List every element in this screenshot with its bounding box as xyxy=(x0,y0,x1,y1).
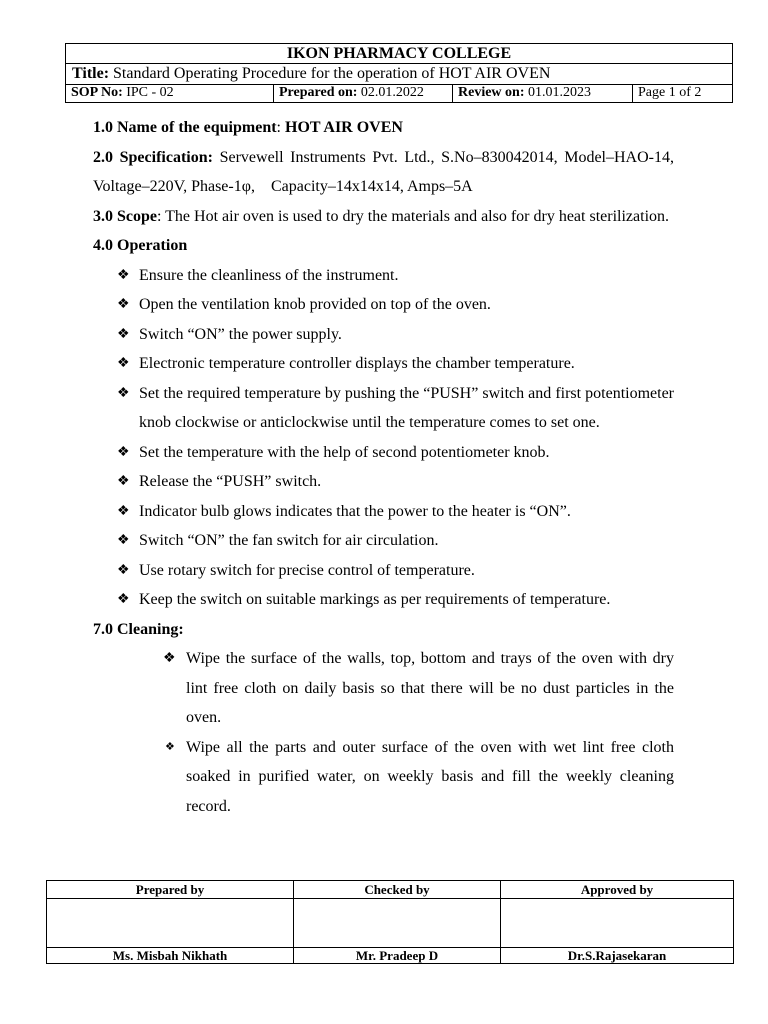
approved-signature-cell xyxy=(501,899,734,948)
cleaning-title: 7.0 Cleaning: xyxy=(93,620,184,638)
checked-signature-cell xyxy=(294,899,501,948)
equipment-section xyxy=(93,113,674,143)
diamond-bullet-icon: ❖ xyxy=(117,592,130,607)
scope-value: : The Hot air oven is used to dry the materials and also for dry heat sterilization. xyxy=(157,207,670,225)
sop-meta-row xyxy=(66,85,732,102)
prepared-by-header: Prepared by xyxy=(47,881,294,899)
prepared-by-name: Ms. Misbah Nikhath xyxy=(47,948,294,964)
equipment-label: 1.0 Name of the equipment xyxy=(93,119,277,136)
list-item: ❖ Release the “PUSH” switch. xyxy=(93,467,674,497)
equipment-sep: : xyxy=(276,119,281,136)
list-item: ❖ Open the ventilation knob provided on top of the oven. xyxy=(93,290,674,320)
list-item: ❖ Use rotary switch for precise control of temperature. xyxy=(93,556,674,586)
operation-title: 4.0 Operation xyxy=(93,237,188,254)
specification-value: Servewell Instruments Pvt. Ltd., S.No–830042014, Model–HAO-14, Voltage–220V, Phase-1φ, Capacity–14x14x14, Amps–5A xyxy=(93,148,674,195)
review-on-label: Review on: xyxy=(458,85,525,100)
checked-by-header: Checked by xyxy=(294,881,501,899)
prepared-on-value: 02.01.2022 xyxy=(360,85,424,100)
sop-title xyxy=(66,64,732,85)
list-item: ❖ Keep the switch on suitable markings as per requirements of temperature. xyxy=(93,585,674,615)
diamond-bullet-icon: ❖ xyxy=(117,356,130,371)
approved-by-header: Approved by xyxy=(501,881,734,899)
diamond-bullet-icon: ❖ xyxy=(117,562,130,578)
signature-table xyxy=(46,880,734,964)
approved-by-name: Dr.S.Rajasekaran xyxy=(501,948,734,964)
diamond-bullet-icon: ❖ xyxy=(117,326,130,342)
review-on xyxy=(453,85,633,102)
diamond-bullet-icon: ❖ xyxy=(117,533,130,548)
diamond-bullet-icon: ❖ xyxy=(163,651,176,666)
list-item: ❖ Set the temperature with the help of second potentiometer knob. xyxy=(93,438,674,468)
title-value: Standard Operating Procedure for the operation of HOT AIR OVEN xyxy=(113,65,551,82)
operation-steps xyxy=(93,261,674,615)
prepared-on-label: Prepared on: xyxy=(279,85,358,100)
list-item: ❖ Ensure the cleanliness of the instrument. xyxy=(93,261,674,291)
diamond-bullet-icon: ❖ xyxy=(117,444,130,460)
sop-number-value: IPC - 02 xyxy=(126,85,174,100)
list-item: ❖ Switch “ON” the power supply. xyxy=(93,320,674,350)
list-item: ❖ Wipe the surface of the walls, top, bottom and trays of the oven with dry lint free cloth on daily basis so that there will be no dust particles in the oven. xyxy=(93,644,674,733)
prepared-on xyxy=(274,85,453,102)
scope-section xyxy=(93,202,674,232)
prepared-signature-cell xyxy=(47,899,294,948)
diamond-bullet-icon: ❖ xyxy=(117,267,130,283)
document-header xyxy=(65,43,733,103)
list-item: ❖ Electronic temperature controller displays the chamber temperature. xyxy=(93,349,674,379)
equipment-value: HOT AIR OVEN xyxy=(285,119,403,136)
college-name: IKON PHARMACY COLLEGE xyxy=(66,44,732,64)
diamond-bullet-icon: ❖ xyxy=(117,503,130,519)
cleaning-steps xyxy=(93,644,674,821)
scope-label: 3.0 Scope xyxy=(93,207,157,225)
title-label: Title: xyxy=(72,65,110,82)
list-item: ❖ Set the required temperature by pushing the “PUSH” switch and first potentiometer knob clockwise or anticlockwise until the temperature comes to set one. xyxy=(93,379,674,438)
diamond-bullet-icon: ❖ xyxy=(117,385,130,401)
diamond-bullet-icon: ❖ xyxy=(117,474,130,489)
sop-number xyxy=(66,85,274,102)
specification-section xyxy=(93,143,674,202)
diamond-bullet-icon: ❖ xyxy=(117,297,130,312)
page-indicator: Page 1 of 2 xyxy=(638,85,702,100)
sop-number-label: SOP No: xyxy=(71,85,123,100)
checked-by-name: Mr. Pradeep D xyxy=(294,948,501,964)
list-item: ❖ Indicator bulb glows indicates that the power to the heater is “ON”. xyxy=(93,497,674,527)
document-body xyxy=(93,113,674,821)
diamond-bullet-icon: ❖ xyxy=(165,740,175,753)
review-on-value: 01.01.2023 xyxy=(528,85,591,100)
list-item: ❖ Wipe all the parts and outer surface of the oven with wet lint free cloth soaked in purified water, on weekly basis and fill the weekly cleaning record. xyxy=(93,733,674,822)
list-item: ❖ Switch “ON” the fan switch for air circulation. xyxy=(93,526,674,556)
specification-label: 2.0 Specification: xyxy=(93,148,213,166)
